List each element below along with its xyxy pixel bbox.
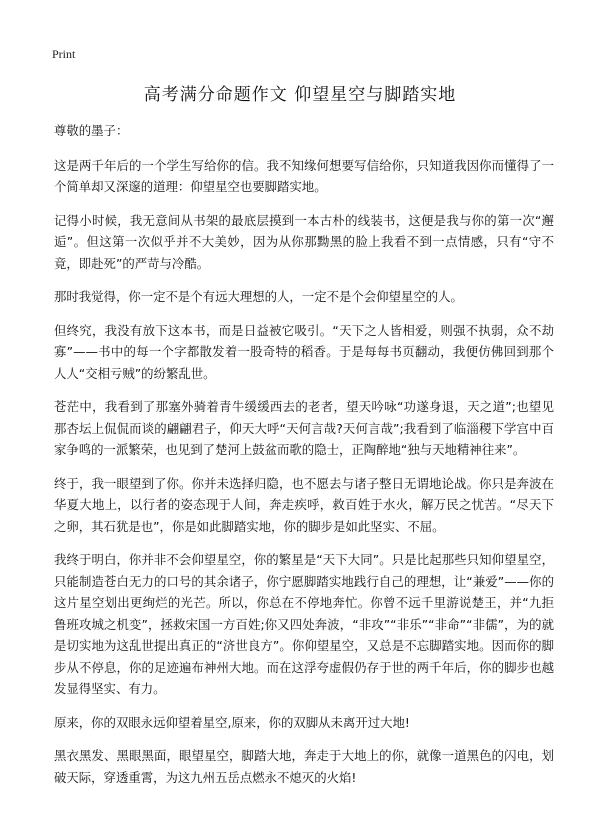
paragraph-9: 黑衣黑发、黑眼黑面，眼望星空，脚踏大地，奔走于大地上的你，就像一道黑色的闪电，划破天际，穿透重霄，为这九州五岳点燃永不熄灭的火焰!	[54, 748, 554, 785]
paragraph-8: 原来，你的双眼永远仰望着星空,原来，你的双脚从未离开过大地!	[54, 714, 410, 730]
paragraph-3: 那时我觉得，你一定不是个有远大理想的人，一定不是个会仰望星空的人。	[54, 289, 463, 304]
page-title: 高考满分命题作文 仰望星空与脚踏实地	[143, 85, 457, 105]
paragraph-6: 终于，我一眼望到了你。你并未选择归隐，也不愿去与诸子整日无谓地论战。你只是奔波在华夏大地上，以行者的姿态现于人间，奔走疾呼，救百姓于水火，解万民之忧苦。“尽天下之卵，其石犹是也”，你是如此脚踏实地，你的脚步是如此坚实、不屈。	[54, 475, 554, 534]
paragraph-7: 我终于明白，你并非不会仰望星空，你的繁星是“天下大同”。只是比起那些只知仰望星空，只能制造苍白无力的口号的其余诸子，你宁愿脚踏实地践行自己的理想，让“兼爱”——你的这片星空划出更绚烂的光芒。所以，你总在不停地奔忙。你曾不远千里游说楚王，并“九拒鲁班攻城之机变”，拯救宋国一方百姓;你又四处奔波，“非攻”“非乐”“非命”“非儒”，为的就是切实地为这乱世提出真正的“济世良方”。你仰望星空，又总是不忘脚踏实地。因而你的脚步从不停息，你的足迹遍布神州大地。而在这浮夸虚假仍存于世的两千年后，你的脚步也越发显得坚实、有力。	[54, 552, 554, 696]
paragraph-1: 这是两千年后的一个学生写给你的信。我不知缘何想要写信给你，只知道我因你而懂得了一个简单却又深邃的道理：仰望星空也要脚踏实地。	[54, 157, 554, 194]
document-body	[54, 120, 554, 800]
paragraph-2: 记得小时候，我无意间从书架的最底层摸到一本古朴的线装书，这便是我与你的第一次“邂逅”。但这第一次似乎并不大美妙，因为从你那黝黑的脸上我看不到一点情感，只有“守不竟，即赴死”的严苛与冷酷。	[54, 212, 554, 271]
salutation: 尊敬的墨子：	[54, 123, 129, 138]
paragraph-5: 苍茫中，我看到了那塞外骑着青牛缓缓西去的老者，望天吟咏“功遂身退，天之道”;也望见那杏坛上侃侃而谈的翩翩君子，仰天大呼“天何言哉?天何言哉”;我看到了临淄稷下学宫中百家争鸣的一派繁荣，也见到了楚河上鼓盆而歌的隐士，正陶醉地“独与天地精神往来”。	[54, 399, 554, 457]
print-link[interactable]: Print	[52, 47, 76, 61]
paragraph-4: 但终究，我没有放下这本书，而是日益被它吸引。“天下之人皆相爱，则强不执弱，众不劫寡”——书中的每一个字都散发着一股奇特的稻香。于是每每书页翻动，我便仿佛回到那个人人“交相亏贼”的纷繁乱世。	[54, 322, 554, 381]
